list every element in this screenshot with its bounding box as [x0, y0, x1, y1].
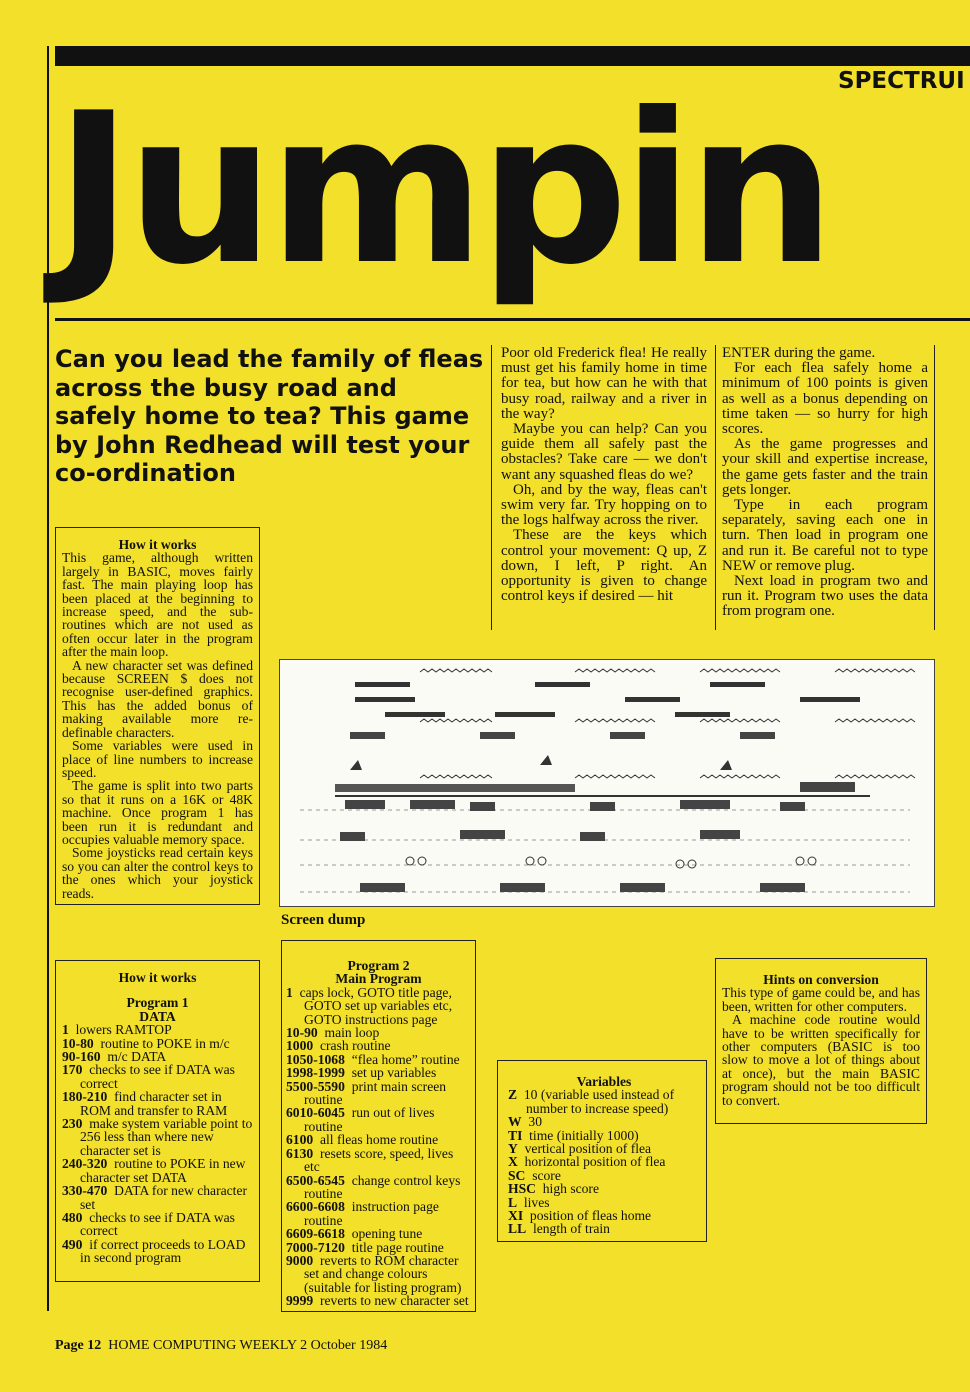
paragraph: These are the keys which control your movement: Q up, Z down, I left, P right. An opportunity is given to change control keys if desired — hit [501, 527, 707, 605]
list-item [286, 1080, 471, 1107]
paragraph: Type in each program separately, saving each one in turn. Then load in program one and run it. Be careful not to type NEW or remove plug. [722, 497, 928, 574]
paragraph: For each flea safely home a minimum of 100 points is given as well as a bonus depending on time taken — so hurry for high scores. [722, 360, 928, 438]
list-item [62, 1157, 253, 1184]
line-number: L [508, 1194, 518, 1210]
list-item [286, 1294, 471, 1307]
list-item [508, 1196, 700, 1209]
page-footer [55, 1338, 387, 1354]
fin-icon [540, 755, 552, 765]
paragraph: Next load in program two and run it. Program two uses the data from program one. [722, 573, 928, 620]
paragraph: A machine code routine would have to be written specifically for other computers (BASIC is too slow to move a lot of things about at once), but the main BASIC program should not be too difficult to convert. [722, 1012, 920, 1108]
list-item [62, 1050, 253, 1063]
list-item [62, 1238, 253, 1265]
paragraph: Some variables were used in place of line numbers to increase speed. [62, 738, 253, 780]
list-item [286, 986, 471, 1026]
bike-wheel [796, 857, 804, 865]
item-text: position of fleas home [529, 1208, 652, 1224]
line-number: 7000-7120 [286, 1239, 345, 1255]
variables-box [497, 1060, 707, 1242]
log [800, 697, 860, 702]
list-item [62, 1023, 253, 1036]
item-text: title page routine [351, 1239, 444, 1255]
log [710, 682, 765, 687]
line-number: 5500-5590 [286, 1078, 345, 1094]
paragraph: The game is split into two parts so that it runs on a 16K or 48K machine. Once program 1 has been run it is redundant and occupies valuable memory space. [62, 778, 253, 847]
publication-line: HOME COMPUTING WEEKLY 2 October 1984 [108, 1338, 388, 1353]
column-rule [715, 345, 716, 630]
column-rule [491, 345, 492, 630]
item-text: lives [523, 1194, 550, 1210]
bike-wheel [688, 860, 696, 868]
list-item [508, 1129, 700, 1142]
line-number: 1050-1068 [286, 1051, 345, 1067]
item-text: reverts to new character set [319, 1293, 469, 1309]
item-text: routine to POKE in m/c [100, 1035, 230, 1051]
list-item [286, 1200, 471, 1227]
line-number: LL [508, 1221, 527, 1237]
car [580, 832, 605, 841]
line-number: 180-210 [62, 1089, 108, 1105]
list-item [508, 1209, 700, 1222]
list-item [508, 1169, 700, 1182]
item-text: checks to see if DATA was correct [80, 1062, 235, 1091]
vehicle [590, 802, 615, 811]
line-number: 9000 [286, 1252, 314, 1268]
line-number: 6609-6618 [286, 1226, 345, 1242]
lorry [760, 883, 805, 892]
section-label: SPECTRUI [838, 68, 965, 94]
item-text: crash routine [319, 1038, 391, 1054]
item-text: run out of lives routine [304, 1105, 435, 1134]
line-number: 1998-1999 [286, 1065, 345, 1081]
bike-wheel [418, 857, 426, 865]
line-number: 170 [62, 1062, 83, 1078]
program2-box [281, 940, 476, 1312]
line-number: 10-90 [286, 1025, 318, 1041]
list-item [508, 1155, 700, 1168]
line-number: 10-80 [62, 1035, 94, 1051]
list-item [508, 1222, 700, 1235]
line-number: 1 [286, 984, 293, 1000]
box-title: How it works [118, 970, 197, 985]
log [355, 682, 410, 687]
box-title: Hints on conversion [763, 972, 879, 987]
list-item [62, 1037, 253, 1050]
list-item [62, 1063, 253, 1090]
item-text: length of train [532, 1221, 610, 1237]
line-number: 6500-6545 [286, 1172, 345, 1188]
column-rule [934, 345, 935, 630]
item-text: find character set in ROM and transfer to RAM [80, 1089, 228, 1118]
list-item [286, 1174, 471, 1201]
boat [610, 732, 645, 739]
log [675, 712, 730, 717]
game-screenshot [280, 660, 934, 906]
item-text: instruction page routine [304, 1199, 439, 1228]
list-item [286, 1227, 471, 1240]
water-wave [420, 669, 492, 672]
paragraph: Oh, and by the way, fleas can't swim very far. Try hopping on to the logs halfway across the river. [501, 481, 707, 529]
boat [480, 732, 515, 739]
item-text: lowers RAMTOP [75, 1022, 172, 1038]
screen-dump [279, 659, 935, 907]
box-subtitle: Main Program [335, 971, 422, 987]
line-number: 480 [62, 1209, 83, 1225]
item-text: all fleas home routine [319, 1132, 439, 1148]
box-subtitle: Program 1 [126, 995, 189, 1011]
left-rule [47, 46, 49, 1311]
item-text: print main screen routine [304, 1078, 447, 1108]
item-text: high score [542, 1181, 599, 1197]
item-text: horizontal position of flea [524, 1154, 666, 1170]
log [355, 697, 415, 702]
line-number: W [508, 1114, 522, 1130]
line-number: XI [508, 1208, 524, 1224]
body-column-2 [722, 346, 928, 620]
car [340, 832, 365, 841]
water-wave [575, 719, 655, 722]
hints-box [715, 958, 927, 1124]
car [460, 830, 505, 839]
paragraph: This game, although written largely in BASIC, moves fairly fast. The main playing loop has been placed at the beginning to increase speed, and the sub-routines which are not used as often occur later in the program after the main loop. [62, 550, 253, 660]
bike-wheel [526, 857, 534, 865]
paragraph: Some joysticks read certain keys so you can alter the control keys to the ones which your joystick reads. [62, 845, 253, 901]
list-item [508, 1142, 700, 1155]
headline: Jumpin [55, 69, 830, 311]
list-item [508, 1182, 700, 1195]
water-wave [700, 775, 780, 778]
water-wave [835, 775, 915, 778]
line-number: TI [508, 1127, 523, 1143]
log [625, 697, 680, 702]
water-wave [420, 719, 492, 722]
line-number: 6600-6608 [286, 1199, 345, 1215]
header-bar [55, 46, 970, 66]
log [385, 712, 445, 717]
vehicle [470, 802, 495, 811]
item-text: checks to see if DATA was correct [80, 1209, 235, 1239]
box-title: Program 2 [347, 958, 410, 973]
line-number: Z [508, 1087, 518, 1103]
line-number: 1 [62, 1022, 69, 1038]
vehicle [780, 802, 805, 811]
car [700, 830, 740, 839]
boat [350, 732, 385, 739]
list-item [508, 1115, 700, 1128]
lorry [360, 883, 405, 892]
item-text: reverts to ROM character set and change colours (suitable for listing program) [304, 1252, 462, 1295]
fin-icon [350, 760, 362, 770]
paragraph: A new character set was defined because SCREEN $ does not recognise user-defined graphics. This has the added bonus of making available more re-definable characters. [62, 657, 253, 740]
engine [800, 782, 855, 792]
fin-icon [720, 760, 732, 770]
list-item [286, 1133, 471, 1146]
how-it-works-box [55, 527, 260, 905]
lorry [620, 883, 665, 892]
item-text: vertical position of flea [524, 1141, 652, 1157]
bike-wheel [538, 857, 546, 865]
line-number: 9999 [286, 1293, 314, 1309]
line-number: 6130 [286, 1145, 314, 1161]
line-number: 240-320 [62, 1156, 108, 1172]
list-item [286, 1026, 471, 1039]
log [495, 712, 555, 717]
vehicle [345, 800, 385, 809]
list-item [286, 1039, 471, 1052]
program1-box [55, 960, 260, 1282]
line-number: 230 [62, 1116, 83, 1132]
item-text: resets score, speed, lives etc [304, 1145, 454, 1175]
paragraph: Poor old Frederick flea! He really must get his family home in time for tea, but how can he with that busy road, railway and a river in the way? [501, 345, 707, 422]
item-text: routine to POKE in new character set DATA [80, 1156, 246, 1185]
bike-wheel [406, 857, 414, 865]
line-number: 1000 [286, 1038, 314, 1054]
box-title: How it works [118, 537, 197, 552]
list-item [62, 1211, 253, 1238]
item-text: opening tune [351, 1226, 423, 1242]
line-number: SC [508, 1167, 526, 1183]
line-number: Y [508, 1141, 518, 1157]
item-text: if correct proceeds to LOAD in second program [80, 1236, 246, 1266]
item-text: 30 [528, 1114, 542, 1130]
paragraph: As the game progresses and your skill and expertise increase, the game gets faster and the train gets longer. [722, 436, 928, 498]
list-item [286, 1147, 471, 1174]
list-item [286, 1066, 471, 1079]
list-item [286, 1241, 471, 1254]
list-item [508, 1088, 700, 1115]
paragraph: ENTER during the game. [722, 345, 876, 361]
lorry [500, 883, 545, 892]
item-text: score [532, 1167, 561, 1183]
list-item [286, 1106, 471, 1133]
paragraph: Maybe you can help? Can you guide them all safely past the obstacles? Take care — we don't want any squashed fleas do we? [501, 421, 707, 483]
box-subtitle: DATA [139, 1008, 176, 1024]
line-number: 90-160 [62, 1049, 101, 1065]
item-text: change control keys routine [304, 1172, 461, 1201]
water-wave [835, 669, 915, 672]
box-title: Variables [576, 1074, 632, 1089]
line-number: 490 [62, 1236, 83, 1252]
list-item [62, 1090, 253, 1117]
list-item [62, 1184, 253, 1211]
vehicle [410, 800, 455, 809]
water-wave [700, 669, 780, 672]
water-wave [835, 719, 915, 722]
line-number: HSC [508, 1181, 536, 1197]
line-number: 330-470 [62, 1183, 108, 1199]
water-wave [420, 775, 492, 778]
item-text: m/c DATA [107, 1049, 167, 1065]
bike-wheel [808, 857, 816, 865]
water-wave [575, 669, 655, 672]
bike-wheel [676, 860, 684, 868]
boat [740, 732, 775, 739]
line-number: 6100 [286, 1132, 314, 1148]
line-number: 6010-6045 [286, 1105, 345, 1121]
line-number: X [508, 1154, 518, 1170]
headline-rule [55, 318, 970, 321]
item-text: 10 (variable used instead of number to increase speed) [523, 1087, 675, 1116]
train [335, 784, 575, 792]
item-text: main loop [324, 1025, 380, 1041]
body-column-1 [501, 346, 707, 604]
item-text: caps lock, GOTO title page, GOTO set up variables etc, GOTO instructions page [299, 984, 453, 1027]
water-wave [575, 775, 655, 778]
list-item [286, 1254, 471, 1294]
item-text: time (initially 1000) [529, 1127, 639, 1143]
page-number: Page 12 [55, 1338, 102, 1353]
paragraph: This type of game could be, and has been, written for other computers. [722, 985, 920, 1014]
water-wave [700, 719, 780, 722]
item-text: set up variables [351, 1065, 437, 1081]
log [535, 682, 590, 687]
list-item [62, 1117, 253, 1157]
item-text: “flea home” routine [351, 1051, 460, 1067]
list-item [286, 1053, 471, 1066]
vehicle [680, 800, 730, 809]
item-text: DATA for new character set [80, 1183, 248, 1212]
screen-caption: Screen dump [281, 912, 366, 928]
item-text: make system variable point to 256 less than where new character set is [80, 1116, 253, 1158]
intro-standfirst: Can you lead the family of fleas across the busy road and safely home to tea? This game by John Redhead will test your co-ordination [55, 345, 484, 487]
